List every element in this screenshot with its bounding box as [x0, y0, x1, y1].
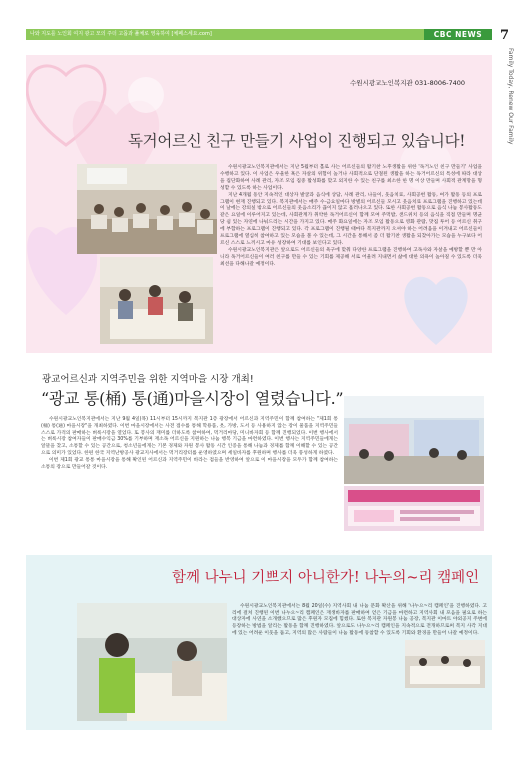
article3-photo-booth [405, 640, 485, 688]
article3-body [232, 604, 487, 638]
issue-strip [26, 29, 424, 40]
article1-paragraph: 수원시광교노인복지관에서는 지난 5월부터 홀로 사는 어르신들의 활기찬 노후생활을 위한 '독거노인 친구 만들기' 사업을 수행하고 있다. 이 사업은 우울한 혹은 자살의 위험이 높거나 사회적으로 단절된 생활을 하는 독거어르신의 특성에 따라 대상을 집단화하여 사례 관리, 자조 모임 집중 활성화를 맞고 외지한 수 있는 친구를 최소한 한 명 이상 만들며 사회적 관계망을 형성할 수 있도록 하는 사업이다. [220, 165, 482, 191]
article3-paragraph: 수원시광교노인복지관에서는 8월 20일(수) 지역사회 내 나눔 문화 확산을 위해 '나누으~리 캠페인'을 진행하였다. 고리에 걸쳐 진행된 이번 나누으~리 캠페인은 재생바자를 판매하여 얻은 기금을 마련하고 지역사회 내 포음을 필요로 하는 대상자에 사연을 소개했으므로 많은 후원자 모집에 힘썼다. 또한 복지관 자원봉 나눔 공장, 복지관 이마트 야외공지 주변에 등장하는 방법을 알리는 활동을 함께 진행하였다. 앞으로도 나누으~리 캠페인을 지속적으로 전개하므로써 복지 사각 지대에 있는 어려운 이웃을 돕고, 지역의 많은 사람들이 나눔 활동에 동참할 수 있도록 기회와 환경을 만들어 나갈 예정이다. [232, 604, 487, 636]
article1-contact: 수원시광교노인복지관 031-8006-7400 [350, 79, 466, 87]
article2-paragraph: 이번 제1회 광교 통통 마을시장을 통해 확인된 어르신과 지역주민이 바라는 점들을 반영하여 앞으로 이 마을시장을 모두가 함께 참여하는 소통의 장으로 만들어갈 것이다. [41, 457, 338, 470]
top-bar [26, 29, 492, 40]
article1-body [220, 165, 482, 269]
article3-photo-campaign [77, 603, 227, 721]
article3-headline: 함께 나누니 기쁘지 아니한가! 나누의~리 캠페인 [172, 570, 480, 586]
article1-photo-classroom [77, 164, 217, 254]
side-label-text: Family Today, Renew Our Family [507, 48, 514, 145]
article1-paragraph: 지난 4개월 동안 지속적인 대상자 발굴과 음식에 상담, 사례 관리, 나들이, 웃음치료, 사회공헌 활동, 여가 활동 등의 프로그램이 현재 진행되고 있다. 복지관에서는 매주 수·금요일마다 방별의 어르신들 모시고 웃음치료 프로그램을 진행하고 있는데 이 날에는 강의실 밖으로 어르신들의 웃음소리가 끊이지 않고 흘러나오고 있다. 또한 사회공헌 활동으로 음식 나눔 봉사활동도 같은 요일에 이루어지고 있는데, 사회관계가 취약한 독거어르신이 함께 모여 주먹밥, 샌드위치 등의 음식을 직접 만들며 명균당 쉼 있는 자연에 나눠드리는 시간을 가지고 있다. 매주 화요일에는 자조 모임 활동으로 영화 관람, 맛집 투어 등 어르신 취구에 부합하는 프로그램이 진행되고 있다. 각 프로그램이 진행될 때마다 복지관까지 오셔야 하는 어려움을 이겨내고 어르신들이 프로그램에 열심히 참여하고 있는 모습을 볼 수 있는데, 그 시간을 통해서 좀 더 활기찬 생활을 되찾아가는 모습을 누구보다 어르신 스스로 느끼시고 마유 성장하여 기대를 보인다고 있다. [220, 192, 482, 246]
article1-paragraph: 수원시광교노인복지관은 앞으로도 어르신들의 욕구에 맞춰 다양한 프로그램을 진행하여 고독사와 자살을 예방할 뿐 만 아니라 독거어르신들이 여러 친구를 만들 수 있는 기회를 제공해 서로 어울려 지내면서 삶에 대한 의욕이 높아질 수 있도록 더욱 최선을 다해나갈 예정이다. [220, 247, 482, 267]
article2-photo-banner [344, 486, 484, 531]
article2-kicker: 광교어르신과 지역주민을 위한 지역마을 시장 개최! [42, 374, 254, 385]
side-label [503, 48, 515, 308]
article2-headline: “광교 통(桶) 통(通)마을시장이 열렸습니다.” [41, 389, 344, 408]
article2-paragraph: 수원시광교노인복지관에서는 지난 9월 4일(목) 11시부터 15시까지 복지관 1층 광장에서 어르신과 지역주민이 함께 참여하는 "제1회 통(桶) 통(通) 마을시장"을 개최하였다. 이번 마을시장에서는 사전 접수를 통해 학용품, 옷, 가방, 도서 등 사용하지 않는 장이 물품을 지역주민들 스스로 가격의 판매하는 벼룩시장을 열었다. 또 봉사의 재미를 더하도록 참여하여, 먹거리마당, 미니바자회 등 함께 진행되었다. 이번 행사에서는 벼룩시장 참여자들이 판매수익금 30%를 기부하며 재소독 어르신을 지원하는 나눔 행복 기금을 마련하였다. 이번 행사는 지역주민들에게는 알뜰을 찾고, 소통할 수 있는 공간으로, 청소년들에게는 기본 경제와 자원 봉사 활동 시간 인증을 통해 나눔과 경제를 함께 이해할 수 있는 공간으로 의미가 있었다. 한편 한국 지역난방공사 광교지사에서는 먹거리장터를 운영하였으며 세일바자를 후원하며 행사를 더욱 풍성하게 하였다. [41, 417, 338, 456]
page-number: 7 [500, 28, 510, 43]
article1-headline: 독거어르신 친구 만들기 사업이 진행되고 있습니다! [128, 132, 466, 150]
brand-badge: CBC NEWS [424, 29, 492, 40]
article1-photo-cooking [100, 257, 213, 344]
article2-body [41, 417, 338, 471]
issue-line: 나와 지도를 노인회 여지 광고 모의 주더 고몹과 풀체로 영육하여 [체페스세요.com] [30, 31, 212, 37]
article2-photo-market [344, 396, 484, 484]
